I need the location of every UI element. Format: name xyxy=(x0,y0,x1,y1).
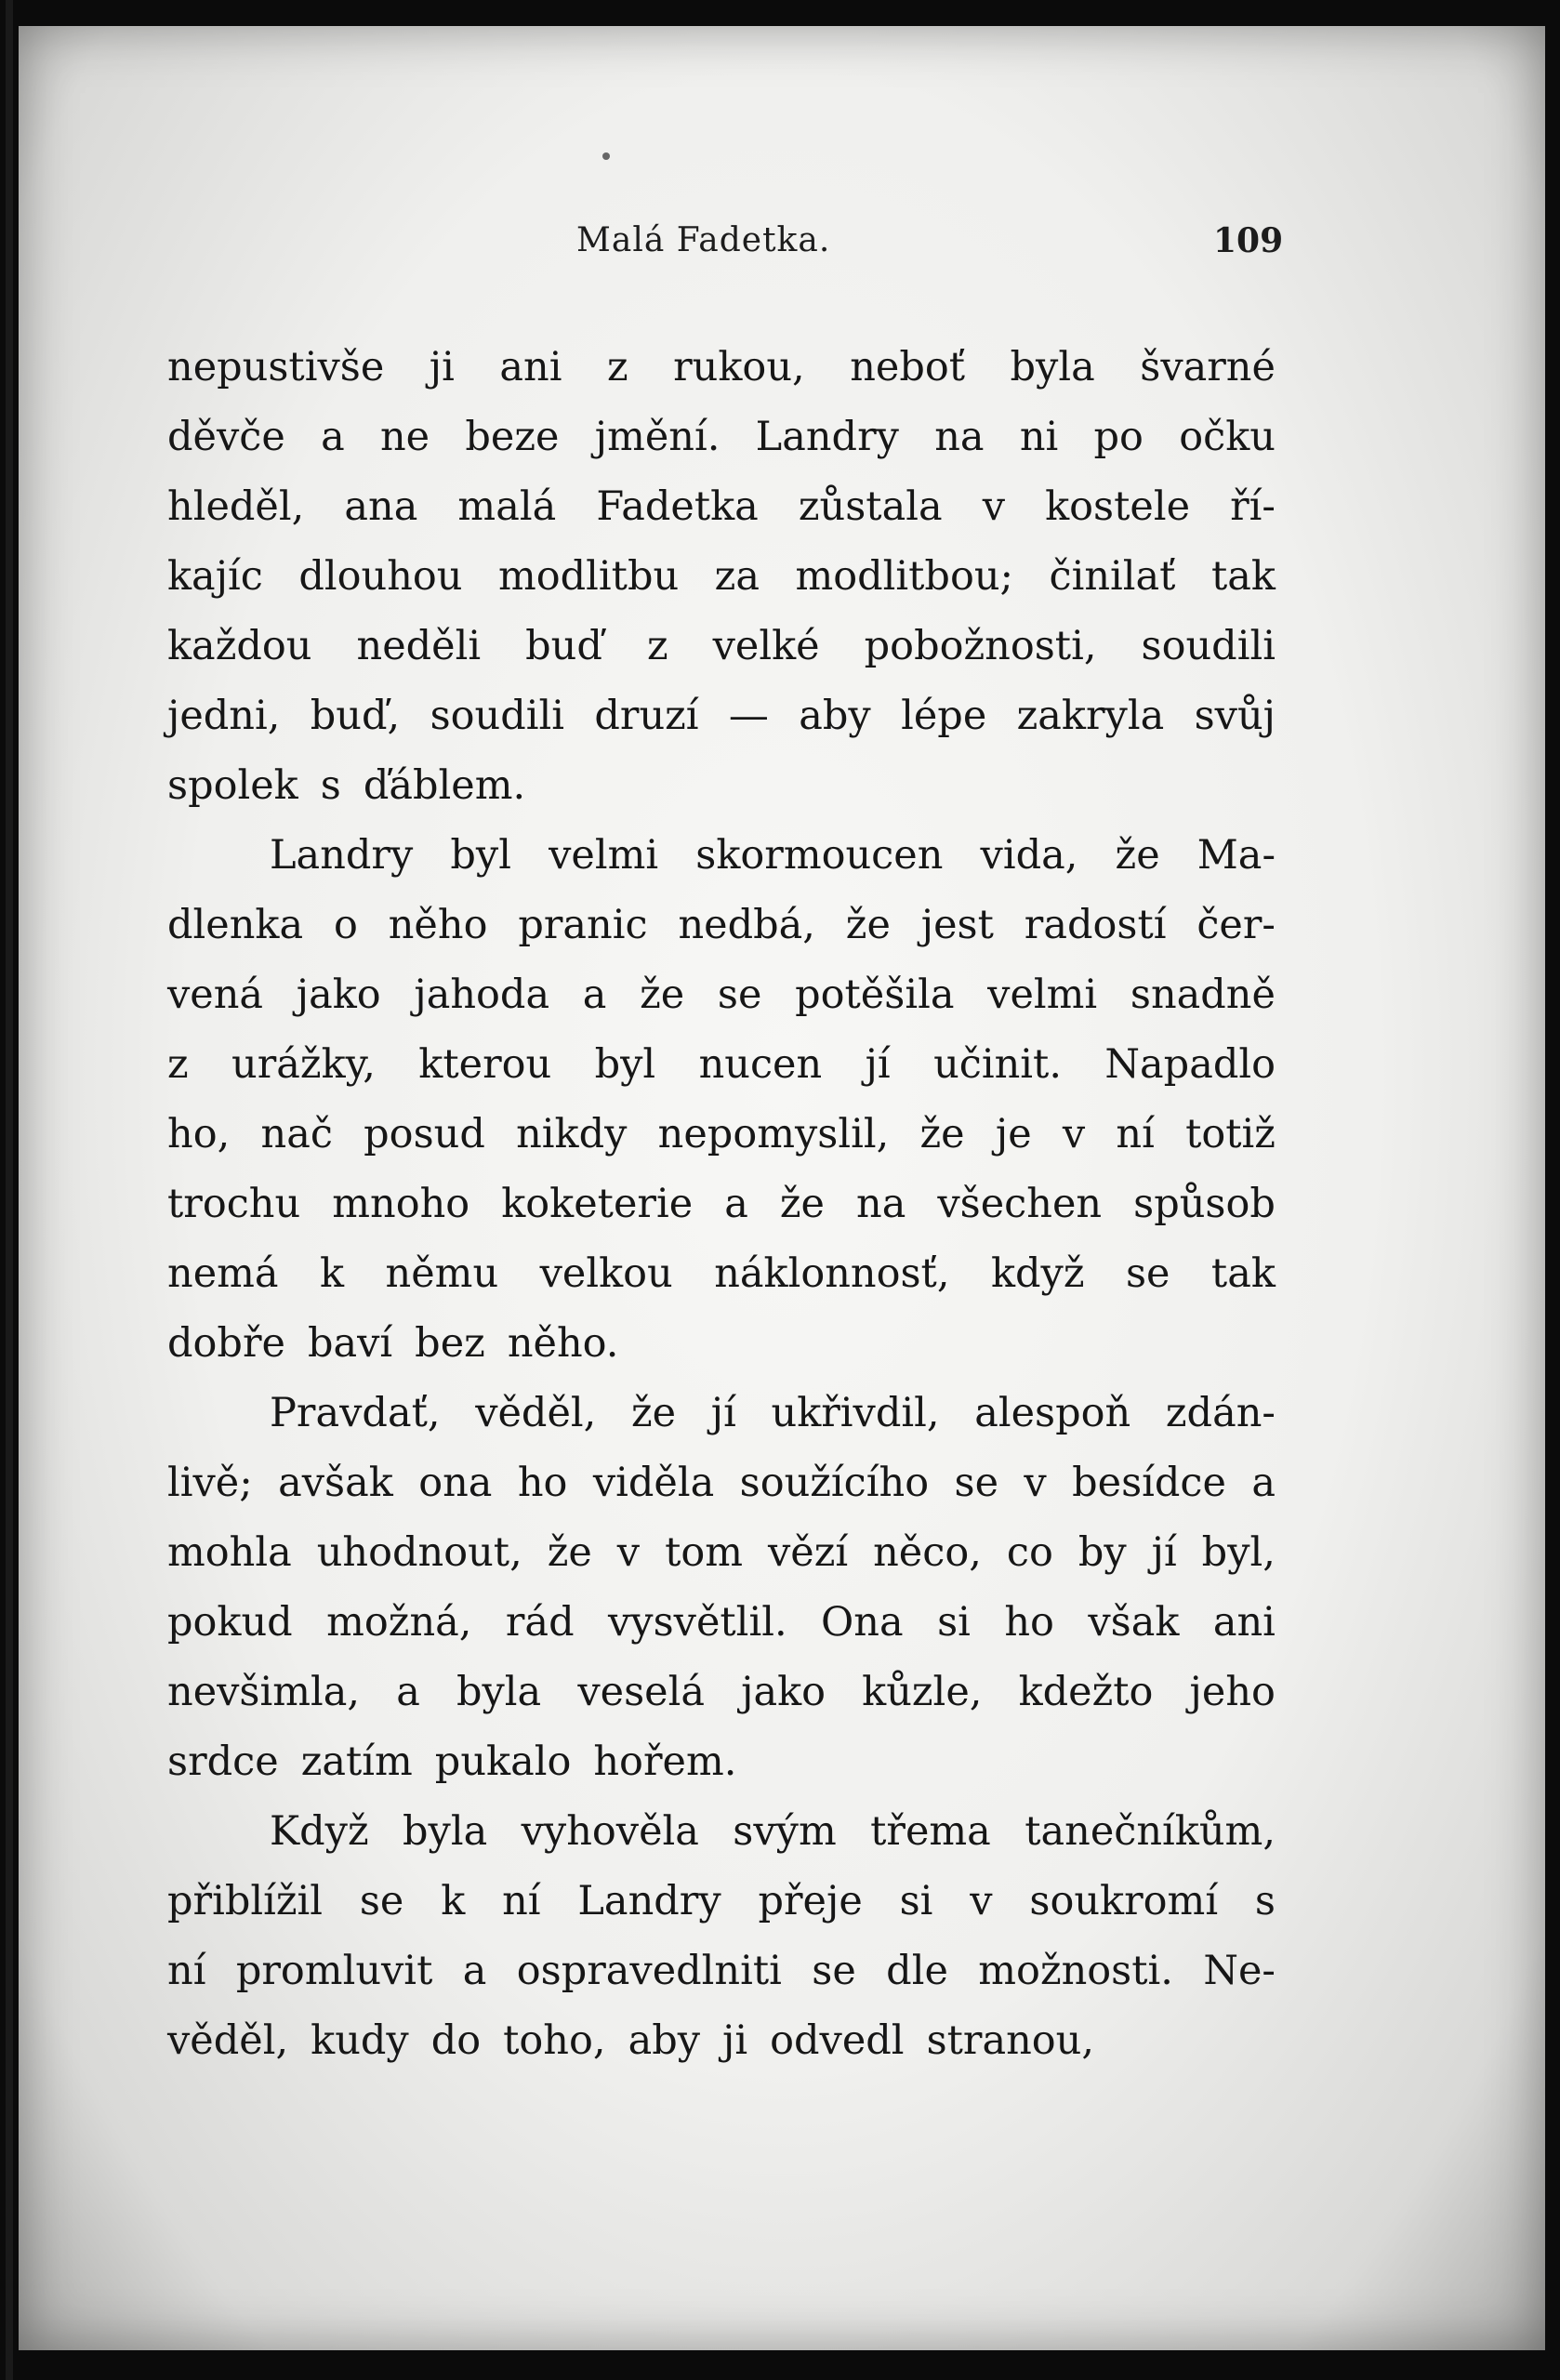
text-line: vená jako jahoda a že se potěšila velmi snadně xyxy=(167,972,1276,1018)
paragraph xyxy=(167,821,1276,1379)
text-line: mohla uhodnout, že v tom vězí něco, co by jí byl, xyxy=(167,1529,1276,1576)
text-line: srdce zatím pukalo hořem. xyxy=(167,1739,737,1785)
body-text xyxy=(167,333,1276,2076)
text-line: Když byla vyhověla svým třema tanečníkům, xyxy=(270,1808,1276,1855)
page-number: 109 xyxy=(1213,221,1284,260)
text-line: Pravdať, věděl, že jí ukřivdil, alespoň zdán- xyxy=(270,1390,1276,1436)
text-line: spolek s ďáblem. xyxy=(167,762,526,809)
paragraph xyxy=(167,333,1276,821)
text-line: trochu mnoho koketerie a že na všechen spůsob xyxy=(167,1181,1276,1227)
paragraph xyxy=(167,1379,1276,1797)
text-line: z urážky, kterou byl nucen jí učinit. Napadlo xyxy=(167,1041,1276,1088)
text-line: livě; avšak ona ho viděla soužícího se v besídce a xyxy=(167,1460,1276,1506)
text-line: pokud možná, rád vysvětlil. Ona si ho však ani xyxy=(167,1599,1276,1646)
text-line: Landry byl velmi skormoucen vida, že Ma- xyxy=(270,832,1276,879)
text-line: jedni, buď, soudili druzí — aby lépe zakryla svůj xyxy=(167,693,1276,739)
text-line: věděl, kudy do toho, aby ji odvedl stranou, xyxy=(167,2017,1095,2064)
text-line: kajíc dlouhou modlitbu za modlitbou; činilať tak xyxy=(167,553,1276,600)
text-line: přiblížil se k ní Landry přeje si v soukromí s xyxy=(167,1878,1276,1924)
text-line: děvče a ne beze jmění. Landry na ni po očku xyxy=(167,414,1276,460)
text-line: hleděl, ana malá Fadetka zůstala v kostele ří- xyxy=(167,483,1276,530)
text-line: nepustivše ji ani z rukou, neboť byla švarné xyxy=(167,344,1276,390)
text-line: nemá k němu velkou náklonnosť, když se tak xyxy=(167,1250,1276,1297)
ink-speck xyxy=(602,152,610,160)
text-line: ho, nač posud nikdy nepomyslil, že je v ní totiž xyxy=(167,1111,1276,1157)
text-line: dobře baví bez něho. xyxy=(167,1320,619,1367)
paragraph xyxy=(167,1797,1276,2076)
running-head xyxy=(0,221,1560,277)
book-spine-edge xyxy=(6,0,13,2380)
text-line: nevšimla, a byla veselá jako kůzle, kdežto jeho xyxy=(167,1669,1276,1715)
text-line: dlenka o něho pranic nedbá, že jest radostí čer- xyxy=(167,902,1276,948)
text-line: každou neděli buď z velké pobožnosti, soudili xyxy=(167,623,1276,669)
running-title: Malá Fadetka. xyxy=(576,221,831,259)
text-line: ní promluvit a ospravedlniti se dle možnosti. Ne- xyxy=(167,1948,1276,1994)
